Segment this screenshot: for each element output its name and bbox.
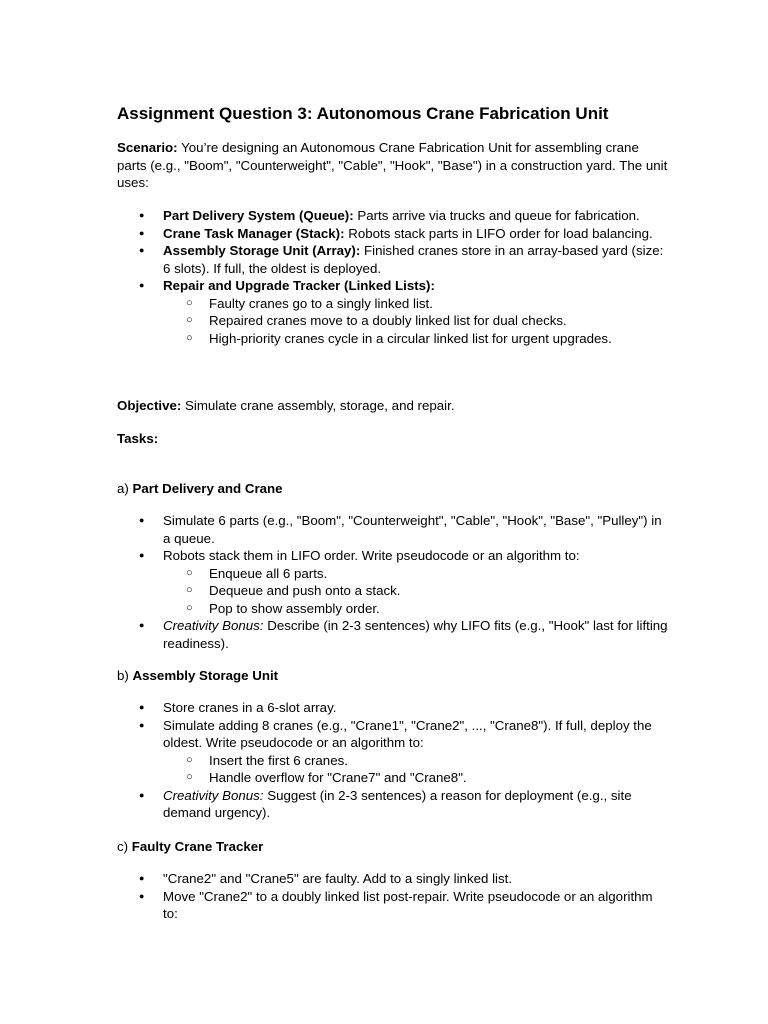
item-label: Part Delivery System (Queue): xyxy=(163,208,354,223)
sublist-item: ○ Dequeue and push onto a stack. xyxy=(163,582,668,600)
list-item: ● Simulate 6 parts (e.g., "Boom", "Counterweight", "Cable", "Hook", "Base", "Pulley") in a queue. xyxy=(117,512,668,547)
bonus-label: Creativity Bonus: xyxy=(163,787,264,803)
task-c-prefix: c) xyxy=(117,839,132,854)
item-text: Robots stack parts in LIFO order for load balancing. xyxy=(344,225,653,241)
repair-sublist xyxy=(163,295,668,348)
item-label: Assembly Storage Unit (Array): xyxy=(163,243,361,258)
task-a-prefix: a) xyxy=(117,481,133,496)
task-b-sublist xyxy=(163,752,668,787)
item-text: Parts arrive via trucks and queue for fabrication. xyxy=(353,208,640,223)
sublist-item: ○ Pop to show assembly order. xyxy=(163,600,668,618)
list-item xyxy=(117,787,668,822)
task-c-title: Faulty Crane Tracker xyxy=(131,839,264,854)
task-a-list xyxy=(117,512,668,652)
task-b-prefix: b) xyxy=(117,668,133,683)
tasks-label: Tasks: xyxy=(117,431,159,446)
objective-text: Simulate crane assembly, storage, and repair. xyxy=(181,398,455,413)
tasks-heading xyxy=(117,430,668,448)
objective-label: Objective: xyxy=(117,398,182,413)
item-text: Finished cranes store in an array-based yard (size: 6 slots). If full, the oldest is deployed. xyxy=(163,243,664,276)
list-item xyxy=(117,242,668,277)
task-b-list xyxy=(117,699,668,822)
bonus-label: Creativity Bonus: xyxy=(163,618,264,633)
task-b-heading xyxy=(117,667,668,685)
list-item: ● "Crane2" and "Crane5" are faulty. Add to a singly linked list. xyxy=(117,870,668,888)
task-a-heading xyxy=(117,480,668,498)
scenario-list xyxy=(117,207,668,347)
item-label: Crane Task Manager (Stack): xyxy=(163,225,345,241)
bonus-text: Describe (in 2-3 sentences) why LIFO fits (e.g., "Hook" last for lifting readiness). xyxy=(163,618,668,651)
task-a-title: Part Delivery and Crane xyxy=(132,481,283,496)
list-item xyxy=(117,617,668,652)
sublist-item: ○ Handle overflow for "Crane7" and "Crane8". xyxy=(163,769,668,787)
task-a-sublist xyxy=(163,565,668,618)
item-label: Repair and Upgrade Tracker (Linked Lists): xyxy=(163,278,435,293)
list-item: ● Store cranes in a 6-slot array. xyxy=(117,699,668,717)
item-text: Robots stack them in LIFO order. Write pseudocode or an algorithm to: xyxy=(163,548,580,563)
list-item xyxy=(117,277,668,347)
objective-paragraph xyxy=(117,397,668,415)
task-b-title: Assembly Storage Unit xyxy=(132,668,279,683)
scenario-text: You’re designing an Autonomous Crane Fabrication Unit for assembling crane parts (e.g., "Boom", "Counterweight", "Cable", "Hook", "Base") in a construction yard. The unit uses: xyxy=(117,140,668,190)
item-text: Simulate adding 8 cranes (e.g., "Crane1", "Crane2", ..., "Crane8"). If full, deploy the oldest. Write pseudocode or an algorithm to: xyxy=(163,717,652,750)
list-item xyxy=(117,225,668,243)
bonus-text: Suggest (in 2-3 sentences) a reason for deployment (e.g., site demand urgency). xyxy=(163,787,632,820)
sublist-item: ○ Faulty cranes go to a singly linked list. xyxy=(163,295,668,313)
list-item xyxy=(117,547,668,617)
task-c-list xyxy=(117,870,668,923)
scenario-paragraph xyxy=(117,139,668,192)
sublist-item: ○ Insert the first 6 cranes. xyxy=(163,752,668,770)
task-c-heading xyxy=(117,838,668,856)
list-item xyxy=(117,717,668,787)
scenario-label: Scenario: xyxy=(117,140,178,155)
page-title: Assignment Question 3: Autonomous Crane Fabrication Unit xyxy=(117,104,609,123)
sublist-item: ○ Repaired cranes move to a doubly linked list for dual checks. xyxy=(163,312,668,330)
sublist-item: ○ Enqueue all 6 parts. xyxy=(163,565,668,583)
list-item: ● Move "Crane2" to a doubly linked list post-repair. Write pseudocode or an algorithm to: xyxy=(117,888,668,923)
list-item xyxy=(117,207,668,225)
sublist-item: ○ High-priority cranes cycle in a circular linked list for urgent upgrades. xyxy=(163,330,668,348)
